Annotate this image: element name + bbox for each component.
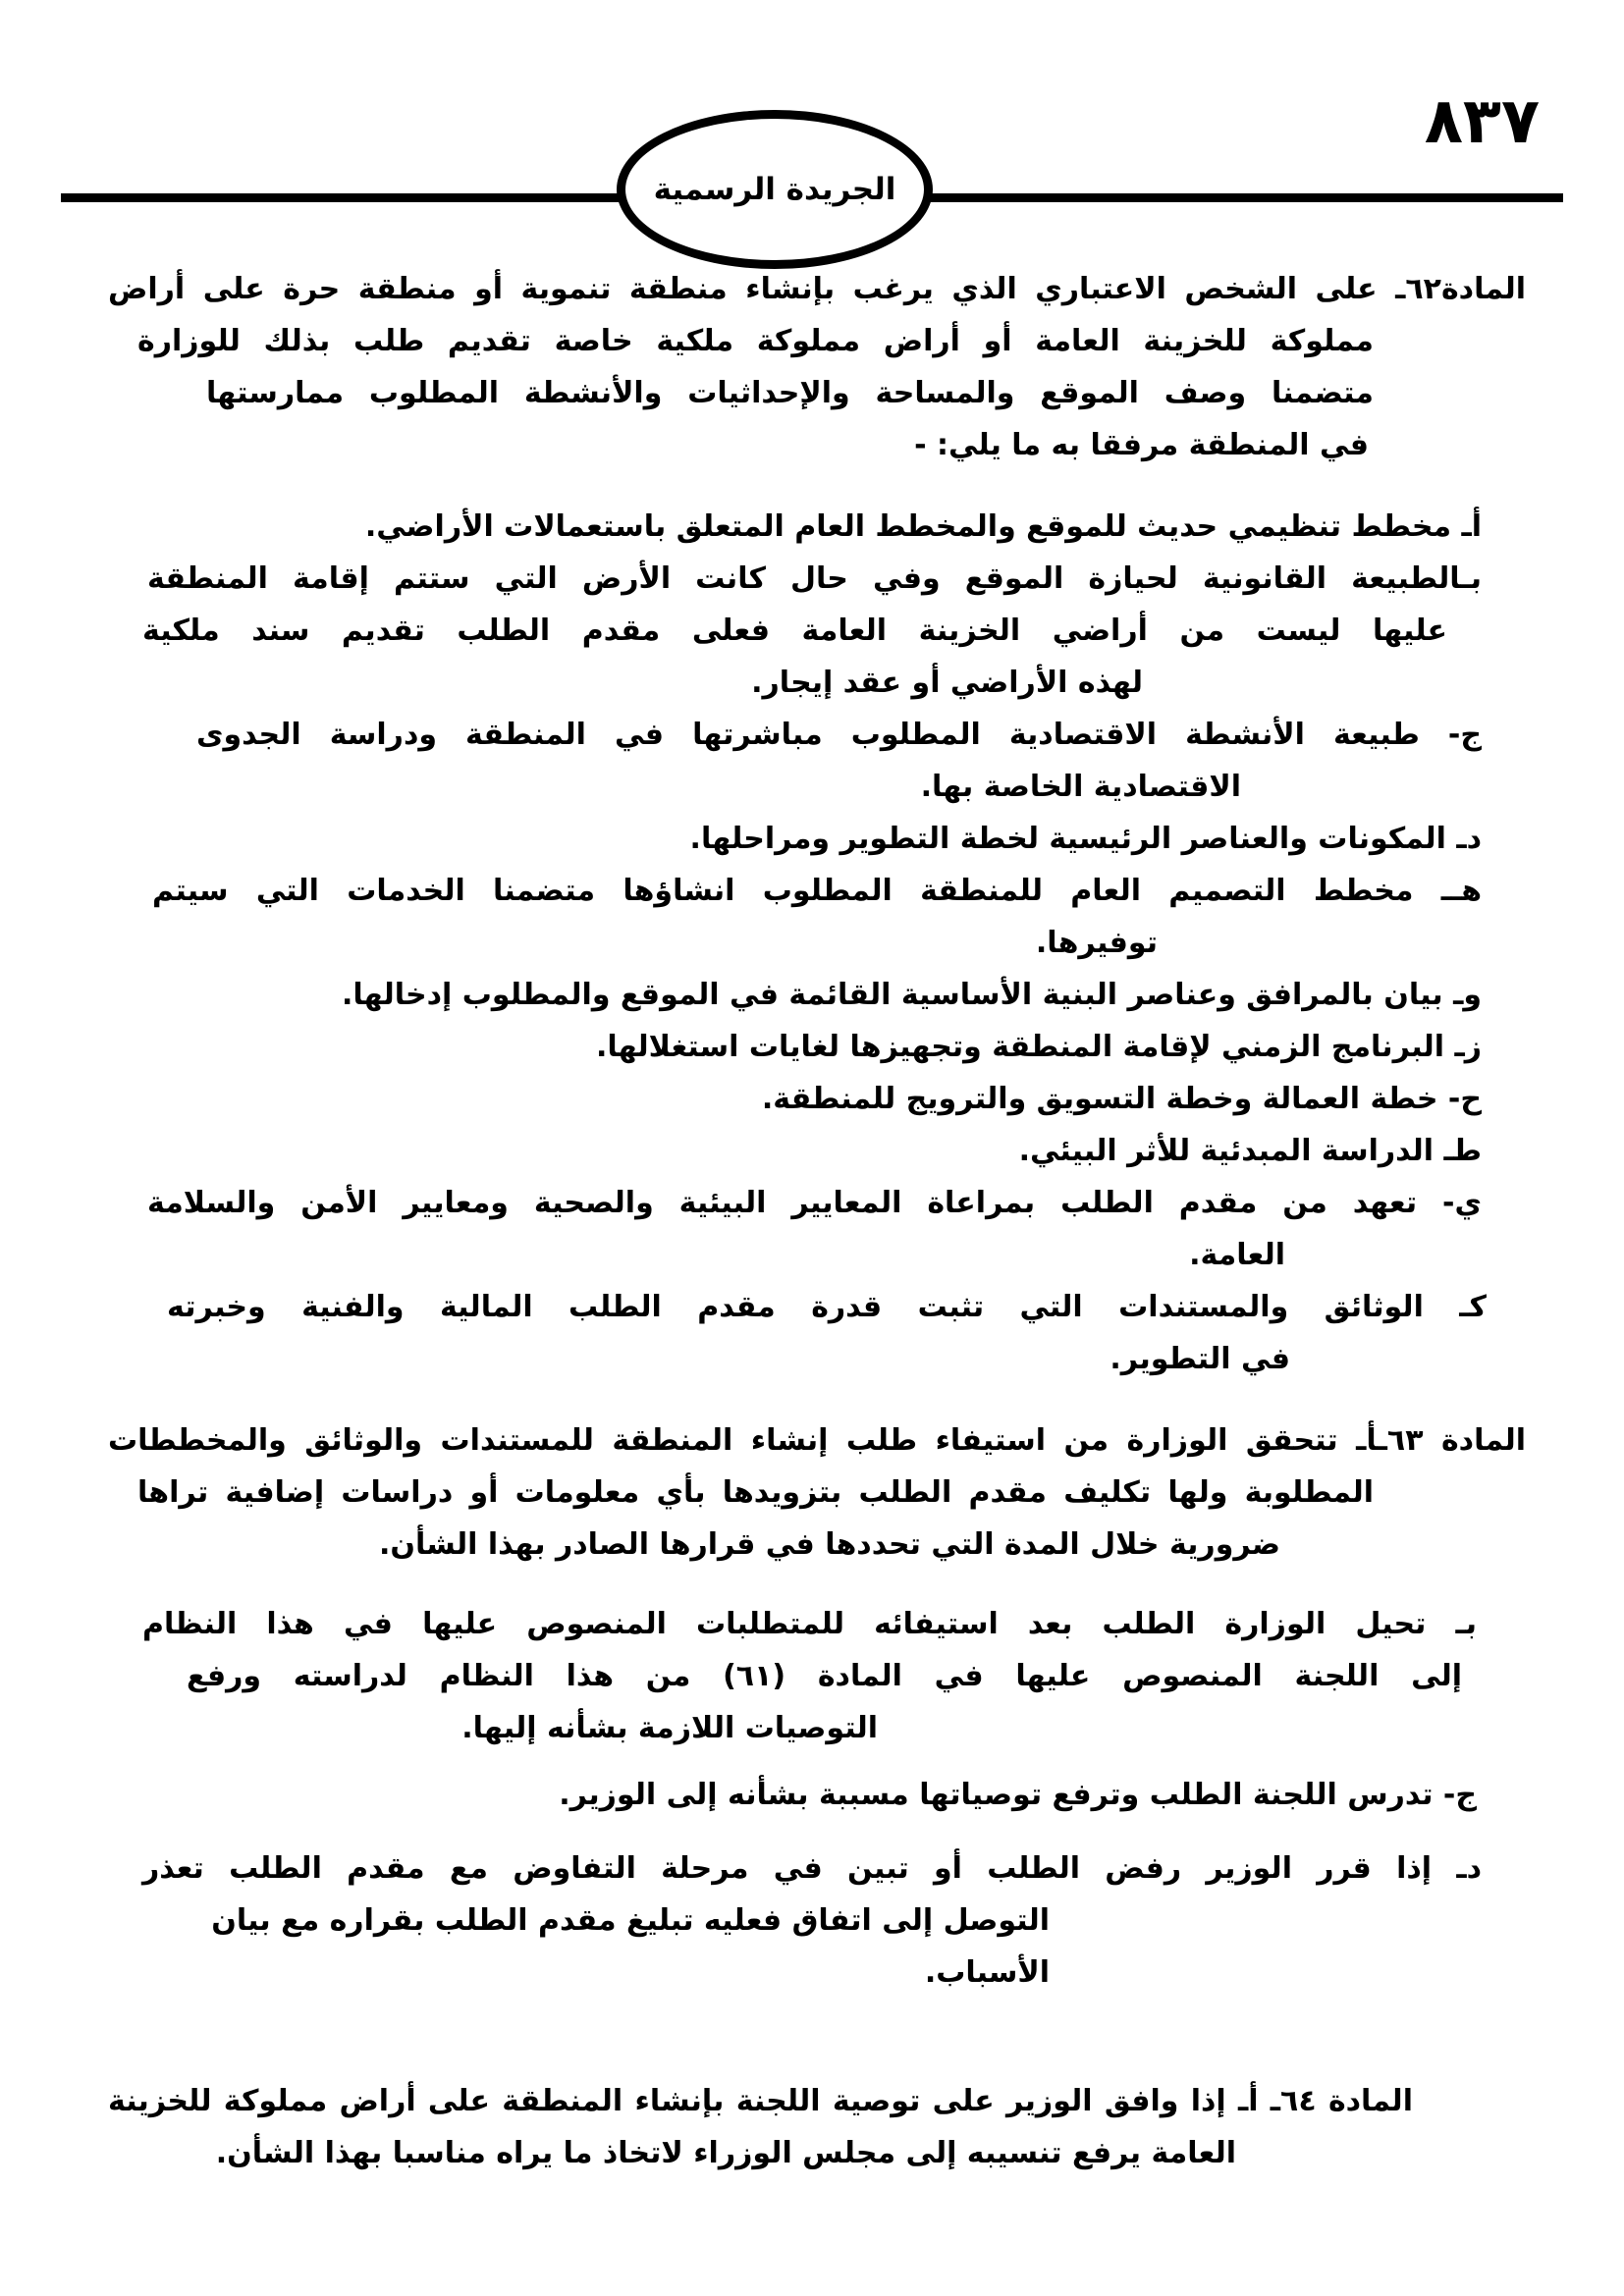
article-63 <box>93 1415 1536 1999</box>
article-64 <box>93 2075 1536 2179</box>
article-63-item-b <box>93 1598 1536 1754</box>
article-62-intro <box>93 263 1536 471</box>
text-line: بـالطبيعة القانونية لحيازة الموقع وفي حال كانت الأرض التي ستتم إقامة المنطقة <box>147 561 1482 596</box>
text-line: ح- خطة العمالة وخطة التسويق والترويج للمنطقة. <box>761 1082 1482 1116</box>
article-62-item-k <box>93 1281 1536 1385</box>
text-line: دـ المكونات والعناصر الرئيسية لخطة التطوير ومراحلها. <box>689 822 1482 856</box>
text-line: إلى اللجنة المنصوص عليها في المادة (٦١) من هذا النظام لدراسته ورفع <box>187 1659 1462 1693</box>
text-line: في المنطقة مرفقا به ما يلي: - <box>914 428 1369 462</box>
article-62-item-f <box>93 969 1536 1021</box>
text-line: ضرورية خلال المدة التي تحددها في قرارها الصادر بهذا الشأن. <box>379 1527 1280 1562</box>
text-line: المادة ٦٣ـأـ تتحقق الوزارة من استيفاء طلب إنشاء المنطقة للمستندات والوثائق والمخططات <box>108 1423 1526 1458</box>
article-62-item-j <box>93 1177 1536 1281</box>
text-line: مملوكة للخزينة العامة أو أراض مملوكة ملكية خاصة تقديم طلب بذلك للوزارة <box>137 324 1374 358</box>
text-line: المطلوبة ولها تكليف مقدم الطلب بتزويدها بأي معلومات أو دراسات إضافية تراها <box>137 1475 1374 1510</box>
text-line: في التطوير. <box>1110 1342 1290 1376</box>
article-62-item-b <box>93 553 1536 709</box>
text-line: توفيرها. <box>1035 926 1158 960</box>
text-line: الاقتصادية الخاصة بها. <box>920 770 1241 804</box>
article-62-item-h <box>93 1073 1536 1125</box>
article-62-item-i <box>93 1125 1536 1177</box>
gazette-title: الجريدة الرسمية <box>653 172 896 207</box>
text-line: العامة يرفع تنسيبه إلى مجلس الوزراء لاتخاذ ما يراه مناسبا بهذا الشأن. <box>215 2136 1236 2170</box>
text-line: ي- تعهد من مقدم الطلب بمراعاة المعايير البيئية والصحية ومعايير الأمن والسلامة <box>147 1186 1482 1220</box>
text-line: متضمنا وصف الموقع والمساحة والإحداثيات والأنشطة المطلوب ممارستها <box>206 376 1374 410</box>
text-line: ج- طبيعة الأنشطة الاقتصادية المطلوب مباشرتها في المنطقة ودراسة الجدوى <box>196 718 1482 752</box>
gazette-emblem-ellipse <box>617 110 933 269</box>
text-line: المادة ٦٤ـ أـ إذا وافق الوزير على توصية اللجنة بإنشاء المنطقة على أراض مملوكة للخزينة <box>108 2084 1413 2118</box>
text-line: التوصيات اللازمة بشأنه إليها. <box>461 1711 878 1745</box>
article-63-item-a <box>93 1415 1536 1571</box>
text-line: هــ مخطط التصميم العام للمنطقة المطلوب انشاؤها متضمنا الخدمات التي سيتم <box>152 874 1482 908</box>
text-line: ج- تدرس اللجنة الطلب وترفع توصياتها مسببة بشأنه إلى الوزير. <box>559 1778 1477 1812</box>
text-line: التوصل إلى اتفاق فعليه تبليغ مقدم الطلب بقراره مع بيان الأسباب. <box>211 1903 1050 1990</box>
text-line: المادة٦٢ـ على الشخص الاعتباري الذي يرغب بإنشاء منطقة تنموية أو منطقة حرة على أراض <box>108 272 1526 306</box>
text-line: دـ إذا قرر الوزير رفض الطلب أو تبين في مرحلة التفاوض مع مقدم الطلب تعذر <box>142 1851 1482 1886</box>
article-62-item-c <box>93 709 1536 813</box>
text-line: وـ بيان بالمرافق وعناصر البنية الأساسية القائمة في الموقع والمطلوب إدخالها. <box>342 978 1482 1012</box>
text-line: العامة. <box>1189 1238 1285 1272</box>
article-63-item-d <box>93 1842 1536 1999</box>
text-line: أـ مخطط تنظيمي حديث للموقع والمخطط العام المتعلق باستعمالات الأراضي. <box>364 509 1482 544</box>
article-62-item-e <box>93 865 1536 969</box>
article-62 <box>93 263 1536 1385</box>
article-62-item-g <box>93 1021 1536 1073</box>
text-line: كـ الوثائق والمستندات التي تثبت قدرة مقدم الطلب المالية والفنية وخبرته <box>167 1290 1487 1324</box>
article-64-item-a <box>93 2075 1536 2179</box>
text-line: طـ الدراسة المبدئية للأثر البيئي. <box>1018 1134 1482 1168</box>
text-line: بـ تحيل الوزارة الطلب بعد استيفائه للمتطلبات المنصوص عليها في هذا النظام <box>142 1607 1477 1641</box>
text-line: زـ البرنامج الزمني لإقامة المنطقة وتجهيزها لغايات استغلالها. <box>595 1030 1482 1064</box>
text-line: لهذه الأراضي أو عقد إيجار. <box>751 666 1143 700</box>
article-63-item-c <box>93 1769 1536 1821</box>
article-62-item-a <box>93 501 1536 553</box>
article-62-item-d <box>93 813 1536 865</box>
text-line: عليها ليست من أراضي الخزينة العامة فعلى مقدم الطلب تقديم سند ملكية <box>142 614 1447 648</box>
page-number: ٨٣٧ <box>1424 85 1540 158</box>
